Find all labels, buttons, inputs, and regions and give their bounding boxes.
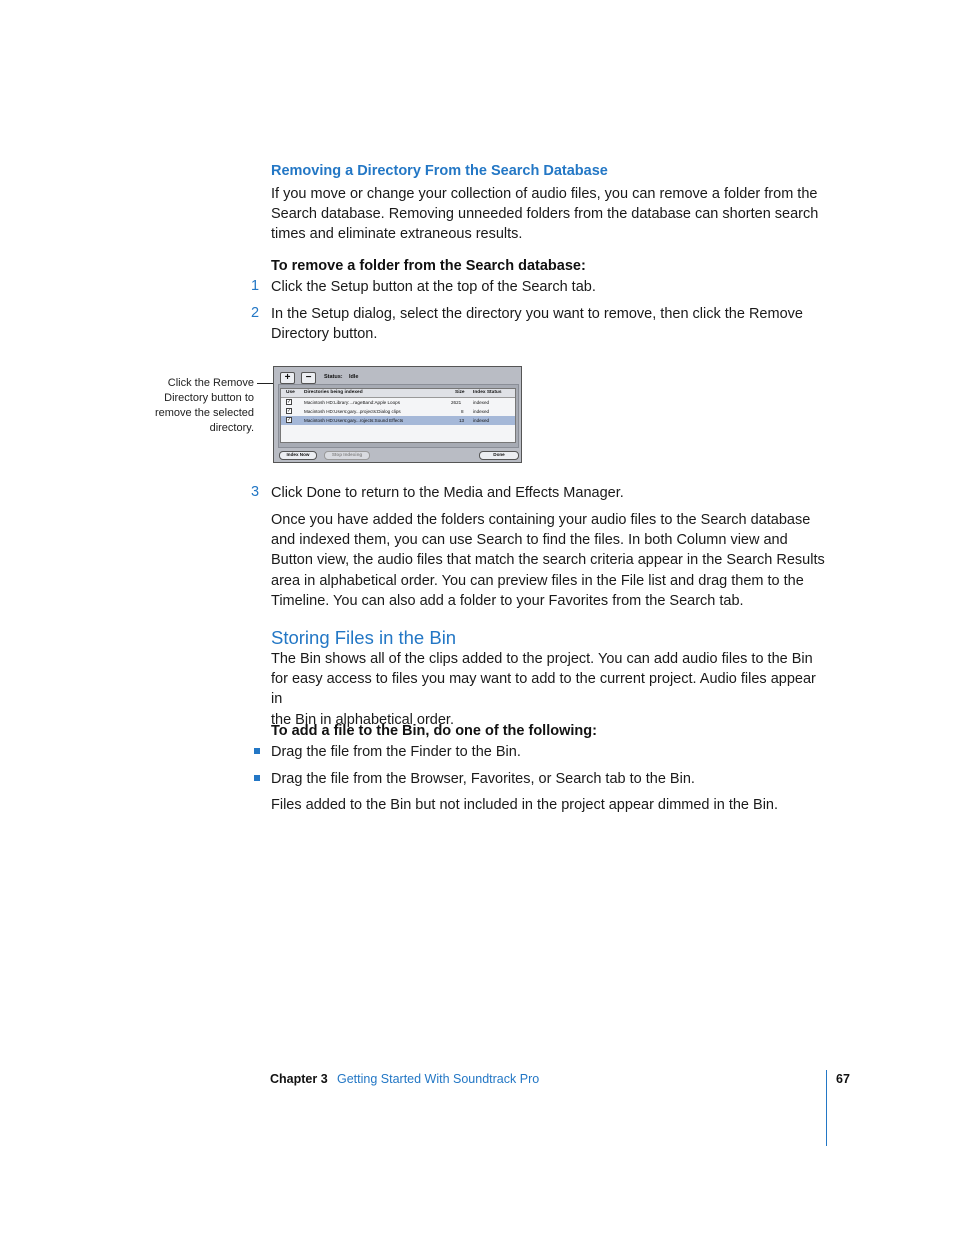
procedure-lead: To remove a folder from the Search database:	[271, 258, 586, 274]
callout-line-text: Directory button to	[164, 392, 254, 404]
remove-directory-button[interactable]: −	[301, 372, 316, 384]
procedure-lead: To add a file to the Bin, do one of the following:	[271, 723, 597, 739]
step-text	[271, 483, 831, 503]
directory-path: Macintosh HD:Library:...rageBand:Apple Loops	[304, 400, 401, 405]
bin-intro-paragraph	[271, 649, 831, 730]
paragraph-line: The Bin shows all of the clips added to the project. You can add audio files to the Bin	[271, 651, 813, 667]
paragraph-line: Button view, the audio files that match the search criteria appear in the Search Results	[271, 552, 825, 569]
step-number: 2	[251, 305, 260, 321]
paragraph-line: Once you have added the folders containing your audio files to the Search database	[271, 512, 811, 528]
bullet-text: Drag the file from the Finder to the Bin.	[271, 744, 521, 760]
paragraph-line: area in alphabetical order. You can preview files in the File list and drag them to the	[271, 572, 804, 589]
status-label: Status:	[324, 374, 343, 380]
bullet-text: Drag the file from the Browser, Favorites, or Search tab to the Bin.	[271, 771, 695, 787]
directory-size: 2621	[451, 400, 462, 405]
footer-chapter: Chapter 3	[270, 1072, 328, 1086]
step-number: 1	[251, 278, 260, 294]
use-checkbox[interactable]: ✓	[287, 399, 292, 405]
directory-status: indexed	[473, 409, 490, 414]
page-number: 67	[836, 1072, 850, 1086]
table-row-selected[interactable]	[281, 416, 515, 425]
paragraph-line: for easy access to files you may want to add to the current project. Audio files appear in	[271, 671, 816, 708]
bullet-square-icon	[254, 775, 260, 781]
section-heading-remove-directory: Removing a Directory From the Search Database	[271, 163, 608, 179]
column-directory[interactable]: Directories being indexed	[304, 390, 363, 395]
step-number: 3	[251, 484, 260, 500]
intro-line: Search database. Removing unneeded folders from the database can shorten search	[271, 206, 819, 223]
footer-divider	[826, 1070, 827, 1146]
paragraph-line: and indexed them, you can use Search to find the files. In both Column view and	[271, 532, 788, 549]
status-value: Idle	[349, 374, 359, 380]
step-line: Click Done to return to the Media and Effects Manager.	[271, 485, 624, 501]
bullet-square-icon	[254, 748, 260, 754]
directory-size: 8	[461, 409, 464, 414]
directory-status: indexed	[473, 418, 490, 423]
done-button[interactable]: Done	[479, 451, 519, 460]
intro-line: times and eliminate extraneous results.	[271, 226, 523, 243]
step-line: Click the Setup button at the top of the Search tab.	[271, 279, 596, 295]
use-checkbox[interactable]: ✓	[287, 408, 292, 414]
callout-line-text: directory.	[209, 422, 254, 434]
directory-path: Macintosh HD:Users:gary...rojects:Sound Effects	[304, 418, 404, 423]
step-line: Directory button.	[271, 326, 378, 343]
column-use[interactable]: Use	[286, 390, 295, 395]
use-checkbox[interactable]: ✓	[287, 417, 292, 423]
paragraph-line: the Bin in alphabetical order.	[271, 711, 454, 728]
intro-paragraph	[271, 184, 831, 245]
directory-table	[280, 388, 516, 443]
callout-line-text: Click the Remove	[167, 377, 254, 389]
add-directory-button[interactable]: +	[280, 372, 295, 384]
table-header	[281, 389, 515, 398]
callout-line-text: remove the selected	[154, 407, 254, 419]
paragraph-line: Timeline. You can also add a folder to your Favorites from the Search tab.	[271, 592, 744, 609]
directory-status: indexed	[473, 400, 490, 405]
setup-dialog-screenshot	[273, 366, 522, 463]
step-text	[271, 277, 831, 297]
search-paragraph	[271, 510, 831, 611]
intro-line: If you move or change your collection of audio files, you can remove a folder from the	[271, 186, 818, 202]
closing-paragraph: Files added to the Bin but not included in the project appear dimmed in the Bin.	[271, 797, 779, 813]
column-size[interactable]: Size	[455, 390, 465, 395]
directory-path: Macintosh HD:Users:gary...projects:Dialog clips	[304, 409, 401, 414]
stop-indexing-button[interactable]: Stop Indexing	[324, 451, 370, 460]
footer-chapter-title[interactable]: Getting Started With Soundtrack Pro	[337, 1072, 540, 1086]
section-heading-storing-files: Storing Files in the Bin	[271, 627, 457, 648]
column-index-status[interactable]: Index Status	[473, 390, 502, 395]
index-now-button[interactable]: Index Now	[279, 451, 317, 460]
figure-callout	[140, 376, 254, 436]
directory-size: 13	[459, 418, 465, 423]
step-text	[271, 304, 831, 344]
step-line: In the Setup dialog, select the directory you want to remove, then click the Remove	[271, 306, 803, 322]
table-row[interactable]	[281, 398, 515, 407]
table-row[interactable]	[281, 407, 515, 416]
